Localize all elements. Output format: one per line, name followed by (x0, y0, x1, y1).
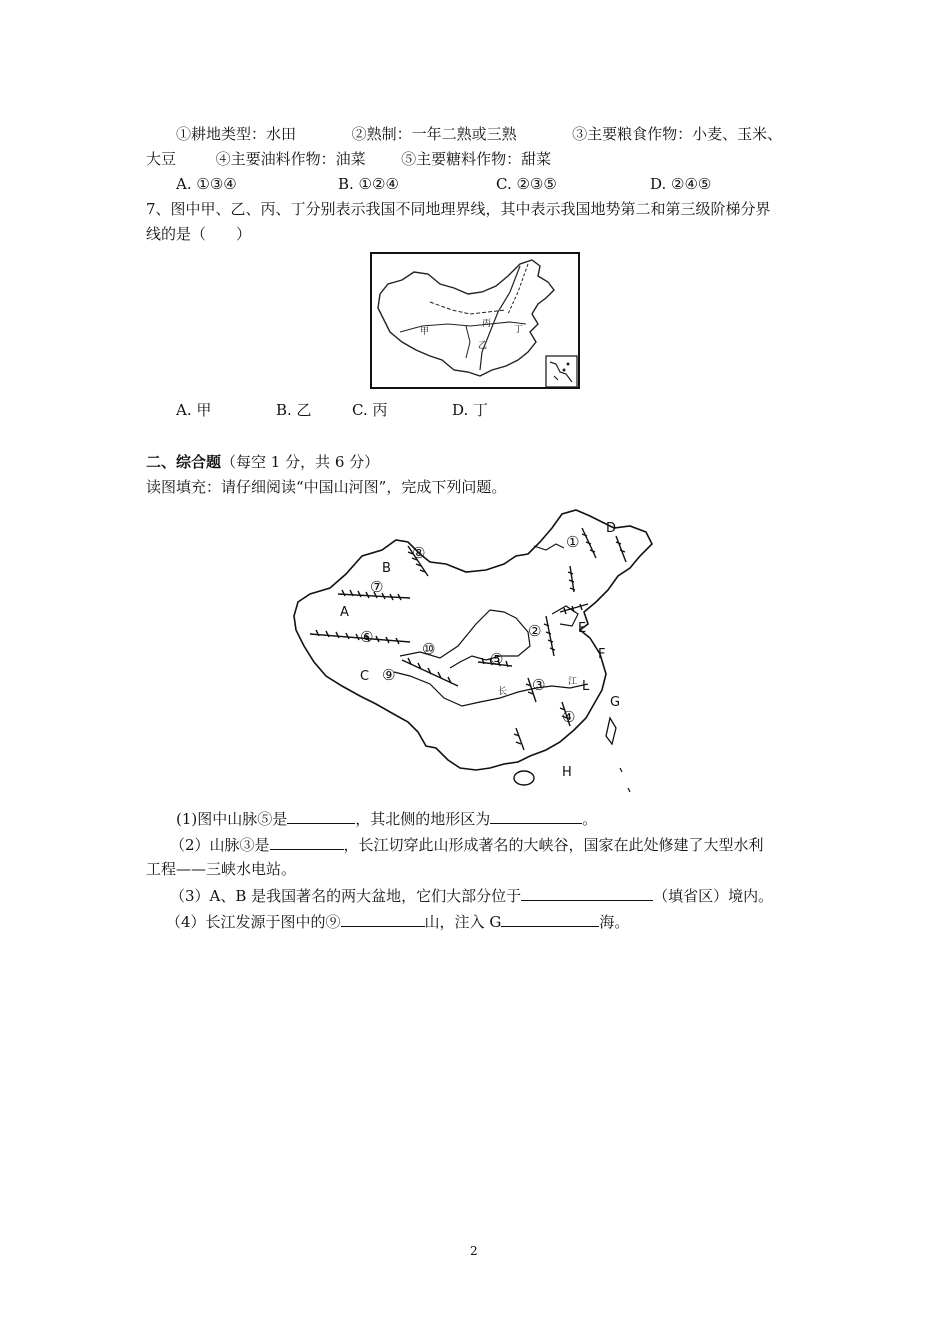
section2-heading-note: （每空 1 分，共 6 分） (221, 453, 380, 471)
q6-option-a[interactable]: A. ①③④ (176, 175, 237, 193)
q7-option-b[interactable]: B. 乙 (276, 401, 312, 419)
map-num-10: ⑩ (422, 640, 436, 658)
q6-option-c[interactable]: C. ②③⑤ (496, 175, 557, 193)
q7-option-a[interactable]: A. 甲 (176, 401, 212, 419)
q7-stem-line2: 线的是（ ） (146, 225, 252, 243)
q6-statement-5: ⑤主要糖料作物：甜菜 (401, 150, 552, 168)
page-number: 2 (470, 1244, 478, 1258)
map-num-2: ② (528, 622, 542, 640)
china-map (290, 506, 660, 796)
q7-options (176, 400, 488, 420)
q6-options (176, 174, 711, 194)
s2-q2-blank-1[interactable] (270, 834, 344, 850)
map-num-8: ⑧ (412, 544, 426, 562)
s2-q2-text-a: （2）山脉③是 (170, 836, 270, 854)
s2-q1-text-a: (1)图中山脉⑤是 (176, 810, 288, 828)
s2-q1-text-c: 。 (582, 810, 598, 828)
s2-q3-blank-1[interactable] (521, 885, 653, 901)
q7-map-label-yi: 乙 (478, 341, 488, 351)
q7-map (370, 252, 582, 390)
s2-q4-text-b: 山，注入 G (424, 913, 502, 931)
s2-q1-text-b: ，其北侧的地形区为 (355, 810, 491, 828)
section2-heading-line (146, 452, 379, 472)
china-map-svg (290, 506, 660, 796)
q6-statement-3: ③主要粮食作物：小麦、玉米、 (572, 125, 783, 143)
map-letter-a: A (340, 605, 349, 620)
q6-statement-3-cont: 大豆 (146, 150, 177, 168)
section2-intro: 读图填充：请仔细阅读“中国山河图”，完成下列问题。 (146, 478, 507, 496)
map-river-char-jiang: 江 (568, 677, 578, 687)
section2-heading: 二、综合题 (146, 453, 222, 471)
s2-q4-text-c: 海。 (599, 913, 630, 931)
map-num-5: ⑤ (490, 650, 504, 668)
s2-q4-blank-1[interactable] (341, 911, 425, 927)
q6-statements-line2 (146, 149, 551, 169)
q6-statement-4: ④主要油料作物：油菜 (215, 150, 366, 168)
map-num-3: ③ (532, 676, 546, 694)
q7-option-c[interactable]: C. 丙 (352, 401, 388, 419)
s2-q2-text-b: ，长江切穿此山形成著名的大峡谷，国家在此处修建了大型水利 (343, 836, 764, 854)
s2-q4-text-a: （4）长江发源于图中的⑨ (166, 913, 341, 931)
map-letter-d: D (606, 521, 617, 536)
map-letter-f: F (598, 647, 606, 662)
q7-map-svg (370, 252, 582, 390)
map-letter-l: L (582, 679, 590, 694)
s2-q4-blank-2[interactable] (501, 911, 599, 927)
map-num-1: ① (566, 533, 580, 551)
q6-statement-2: ②熟制：一年二熟或三熟 (351, 125, 517, 143)
q7-map-label-bing: 丙 (482, 319, 492, 329)
s2-q4 (166, 911, 629, 932)
map-letter-b: B (382, 561, 391, 576)
s2-q3-text-a: （3）A、B 是我国著名的两大盆地，它们大部分位于 (170, 887, 522, 905)
q7-option-d[interactable]: D. 丁 (452, 401, 489, 419)
s2-q2-line2: 工程——三峡水电站。 (146, 860, 297, 878)
q6-statement-1: ①耕地类型：水田 (176, 125, 297, 143)
s2-q3-text-b: （填省区）境内。 (653, 887, 774, 905)
q6-option-d[interactable]: D. ②④⑤ (650, 175, 712, 193)
s2-q3 (170, 885, 773, 906)
map-letter-g: G (610, 695, 621, 710)
s2-q2-line1 (170, 834, 764, 855)
map-num-9: ⑨ (382, 666, 396, 684)
s2-q1-blank-1[interactable] (287, 808, 355, 824)
q7-map-label-jia: 甲 (420, 327, 430, 337)
s2-q1 (176, 808, 597, 829)
q7-stem-line1: 7、图中甲、乙、丙、丁分别表示我国不同地理界线，其中表示我国地势第二和第三级阶梯分界 (146, 200, 771, 218)
map-letter-h: H (562, 765, 572, 780)
q6-statements-line1 (176, 124, 782, 144)
map-letter-e: E (578, 621, 587, 636)
map-river-char-chang: 长 (498, 687, 508, 697)
map-num-6: ⑥ (360, 628, 374, 646)
q6-option-b[interactable]: B. ①②④ (338, 175, 399, 193)
q7-map-label-ding: 丁 (514, 325, 524, 335)
s2-q1-blank-2[interactable] (490, 808, 582, 824)
map-num-4: ④ (562, 708, 576, 726)
map-letter-c: C (360, 669, 370, 684)
map-num-7: ⑦ (370, 578, 384, 596)
